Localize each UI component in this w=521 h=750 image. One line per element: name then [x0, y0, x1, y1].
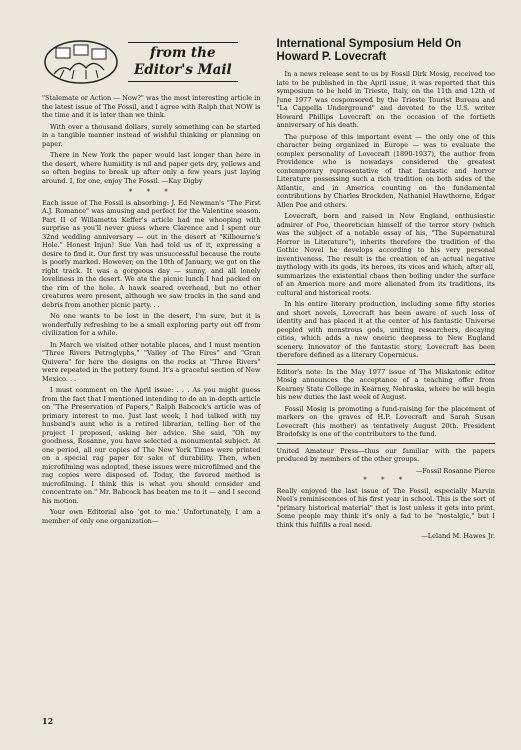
page-number: 12 [42, 716, 54, 726]
article-paragraph: In his entire literary production, including some fifty stories and short novels, Lovecraft has been aware of such loss of identity and has placed it at the center of his fantastic Universe peopled with monstrous gods, uniting researchers, decaying cities, which adds a new oneiric deepness to New England scenery. Innovator of the fantastic story, Lovecraft has been therefore defined as a literary Copernicus. [276, 300, 495, 359]
signature: —Leland M. Hawes Jr. [421, 532, 495, 540]
title-line-2: Editor's Mail [134, 62, 232, 78]
right-column [277, 36, 496, 688]
editors-note: Editor's note: In the May 1977 issue of The Miskatonic editor Mosig announces the acceptance of a teaching offer from Kearney State College in Kearney, Nebraska, where he will begin his new duties the last week of August. [276, 367, 495, 401]
article-paragraph: The purpose of this important event — the only one of this character being organized in Europe — was to evaluate the complex personality of Lovecraft (1890-1937), the author from Providence who is nowadays considered the greatest contemporary representative of that fantastic and horror Literature possessing such a rich tradition on both sides of the Atlantic, and in America counting on the fundamental contributions by Charles Brockden, Nathaniel Hawthorne, Edgar Allen Poe and others. [276, 132, 495, 209]
letter-paragraph: Really enjoyed the last issue of The Fossil, especially Marvin Neel's reminiscences of his first year in school. This is the sort of "primary historical material" that is lost unless it gets into print. Some people may think it's only a fad to be "nostalgic," but I think this fulfills a real need. [276, 486, 495, 529]
signature: —Fossil Rosanne Pierce [415, 466, 495, 475]
title-line-1: from the [150, 45, 216, 61]
editors-mail-title [128, 42, 238, 82]
article-paragraph: Lovecraft, born and raised in New England, enthusiastic admirer of Poe, theoretician himself of the terror story (which was the subject of a notable essay of his, "The Supernatural Horror in Literature"), inherits therefore the tradition of the Gothic Novel he develops according to his very personal inventiveness. The result is the creation of an actual negative mythology with its gods, its heroes, its vices and which, after all, summarizes the existential chaos then boiling under the surface of an America more and more alienated from its traditions, its cultural and historical roots. [276, 212, 495, 297]
hands-letters-icon [42, 38, 120, 86]
letter-paragraph: Each issue of The Fossil is absorbing: J. Ed Newman's "The First A.J. Romance" was amusing and perfect for the Valentine season. Part II of Willametta Keffer's article had me whooping with surprise as you'll never guess where Clarence and I spent our 32nd wedding anniversary — out in the desert at "Kilbourne's Hole." Honest Injun! Sue Van had told us of it, expressing a desire to find it. Our first try was unsuccessful because the route is poorly marked. However, on the 10th of January, we got on the right track. It was a gorgeous day — sunny, and all lonely loveliness in the desert. We ate the picnic lunch I had packed on the rim of the hole. A hawk soared overhead, but no other creatures were present, although we saw tracks in the sand and debris from another picnic party. . . [42, 198, 261, 309]
section-separator: * * * [128, 188, 174, 196]
divider [277, 443, 496, 444]
letter-paragraph: I must comment on the April issue: . . . As you might guess from the fact that I mentioned intending to do an in-depth article on "The Preservation of Papers," Ralph Babcock's article was of primary interest to me. Just last week, I had talked with my husband's aunt who is a retired librarian, telling her of the project I proposed, asking her advice. She said, "Oh my goodness, Rosanne, you have selected a monumental subject. At one period, all our copies of The New York Times were printed on a special rag paper for sake of durability. Then, when microfilming was adopted, these issues were microfilmed and the rag copies were disposed of. Today, the favored method is microfilming. I think this is what you should consider and concentrate on." Mr. Babcock has beaten me to it — and I second his motion. [42, 386, 261, 505]
editors-mail-header [42, 36, 261, 88]
letter-paragraph: There in New York the paper would last longer than here in the desert, where humidity is nil and paper gets dry, yellows and so often begins to break up after only a few years just laying around. I, for one, enjoy The Fossil. —Kay Digby [42, 151, 261, 185]
divider [277, 364, 496, 365]
letter-paragraph: United Amateur Press—thus our familiar with the papers produced by members of the other groups. [276, 446, 495, 463]
letter-paragraph: "Stalemate or Action — Now?" was the most interesting article in the latest issue of The Fossil, and I agree with Ralph that NOW is the time and it is later than we think. [42, 94, 261, 119]
letter-paragraph: No one wants to be lost in the desert, I'm sure, but it is wonderfully refreshing to be a small exploring party out off from civilization for a while. [42, 312, 261, 337]
letter-paragraph: With over a thousand dollars, surely something can be started in a tangible manner instead of wishful thinking or planning on paper. [42, 122, 261, 148]
article-paragraph: Fossil Mosig is promoting a fund-raising for the placement of markers on the graves of H.P. Lovecraft and Sarah Susan Lovecraft (his mother) as tentatively August 20th. President Bradofsky is one of the contributors to the fund. [276, 404, 495, 438]
article-paragraph: In a news release sent to us by Fossil Dirk Mosig, received too late to be published in the April issue, it was reported that this symposium to be held in Trieste, Italy, on the 11th and 12th of June 1977 was cosponsored by the Trieste Tourist Bureau and "La Cappella Underground" and devoted to the U.S. writer Howard Phillips Lovecraft on the occasion of the fortieth anniversary of his death. [276, 70, 495, 129]
left-column [42, 36, 261, 688]
letter-paragraph: In March we visited other notable places, and I must mention "Three Rivers Petroglyphs," "Valley of The Fires" and "Gran Quivera" for here the designs on the rocks at "Three Rivers" were repeated in the pottery found. It's a graceful section of New Mexico. . . [42, 340, 261, 383]
letter-paragraph: Your own Editorial also 'got to me.' Unfortunately, I am a member of only one organization— [42, 508, 261, 525]
section-separator: * * * [363, 476, 409, 484]
article-title: International Symposium Held On Howard P. Lovecraft [276, 38, 462, 63]
